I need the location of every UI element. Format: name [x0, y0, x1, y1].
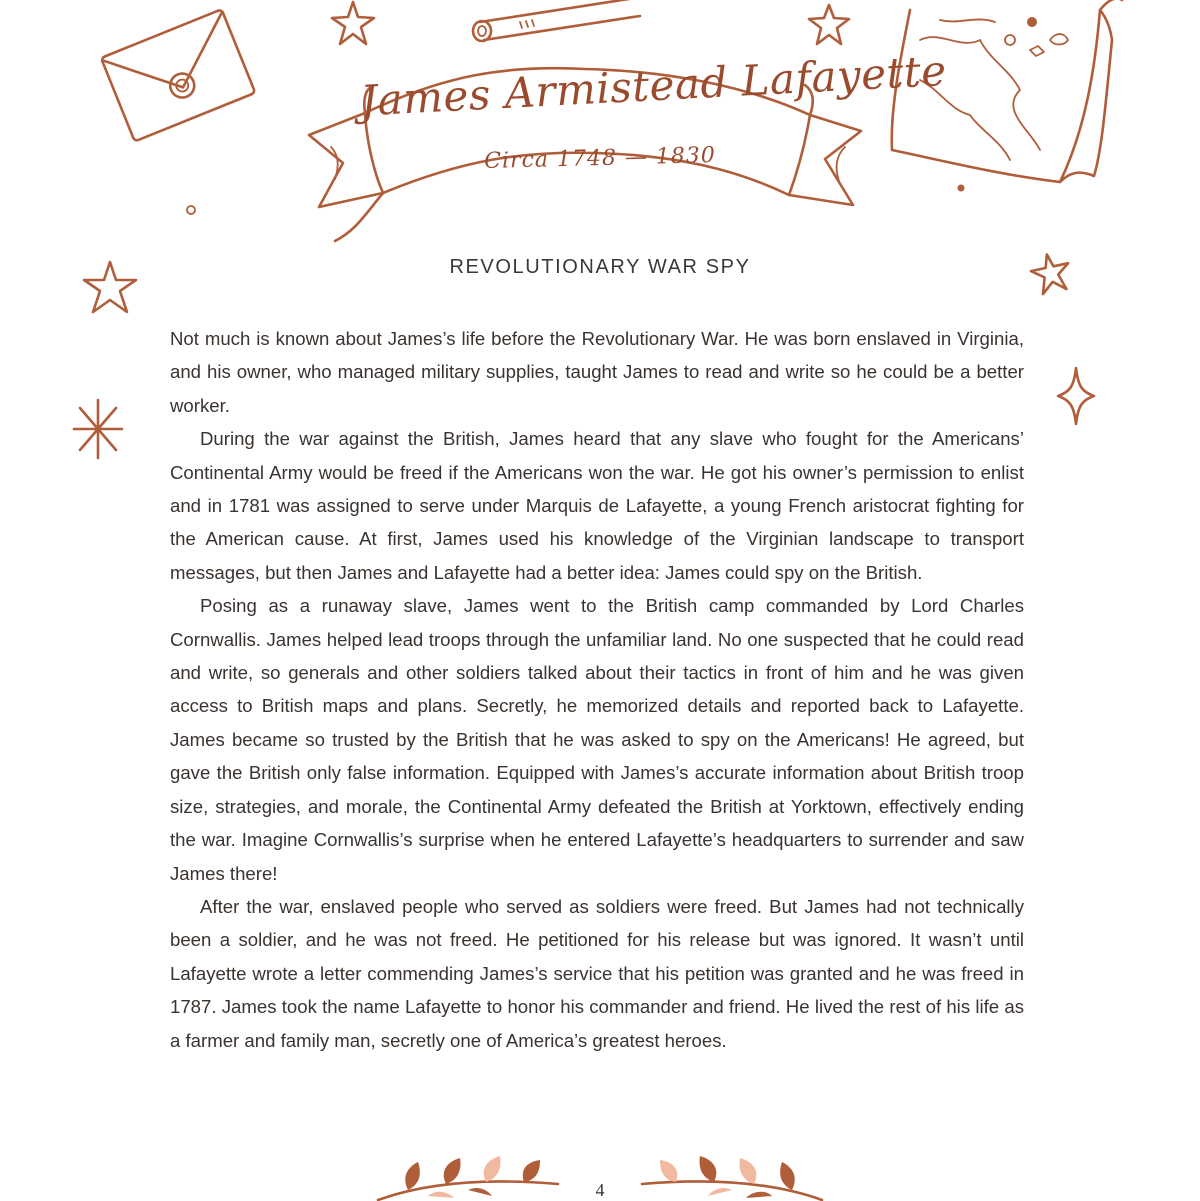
page-number: 4 — [595, 1180, 605, 1200]
life-dates: Circa 1748 — 1830 — [483, 142, 717, 175]
person-name: James Armistead Lafayette — [359, 45, 948, 126]
star-icon — [328, 0, 378, 48]
paragraph: Posing as a runaway slave, James went to the British camp commanded by Lord Charles Cornwallis. James helped lead troops through the unfamiliar land. No one suspected that he could read and write, so generals and other soldiers talked about their tactics in front of him and he was given access to British maps and plans. Secretly, he memorized details and reported back to Lafayette. James became so trusted by the British that he was asked to spy on the Americans! He agreed, but gave the British only false information. Equipped with James’s accurate information about British troop size, strategies, and morale, the Continental Army defeated the British at Yorktown, effectively ending the war. Imagine Cornwallis’s surprise when he entered Lafayette’s headquarters to surrender and saw James there! — [170, 595, 1024, 884]
scroll-illustration — [470, 0, 650, 50]
page-subtitle: REVOLUTIONARY WAR SPY — [449, 256, 751, 278]
biography-text — [170, 322, 1024, 1057]
leaf-ornament-right — [632, 1156, 832, 1200]
leaf-ornament-left — [368, 1156, 568, 1200]
paragraph: Not much is known about James’s life before the Revolutionary War. He was born enslaved in Virginia, and his owner, who managed military supplies, taught James to read and write so he could be a better worker. — [170, 328, 1024, 416]
dot-icon — [954, 181, 968, 195]
asterisk-star-icon — [68, 396, 128, 462]
dot-icon — [184, 203, 198, 217]
envelope-illustration — [95, 0, 265, 140]
star-icon — [805, 2, 853, 48]
sparkle-icon — [1056, 366, 1096, 426]
paragraph: After the war, enslaved people who served as soldiers were freed. But James had not technically been a soldier, and he was not freed. He petitioned for his release but was ignored. It wasn’t until Lafayette wrote a letter commending James’s service that his petition was granted and he was freed in 1787. James took the name Lafayette to honor his commander and friend. He lived the rest of his life as a farmer and family man, secretly one of America’s greatest heroes. — [170, 895, 1024, 1051]
paragraph: During the war against the British, James heard that any slave who fought for the Americans’ Continental Army would be freed if the Americans won the war. He got his owner’s permission to enlist and in 1781 was assigned to serve under Marquis de Lafayette, a young French aristocrat fighting for the American cause. At first, James used his knowledge of the Virginian landscape to transport messages, but then James and Lafayette had a better idea: James could spy on the British. — [170, 428, 1024, 583]
